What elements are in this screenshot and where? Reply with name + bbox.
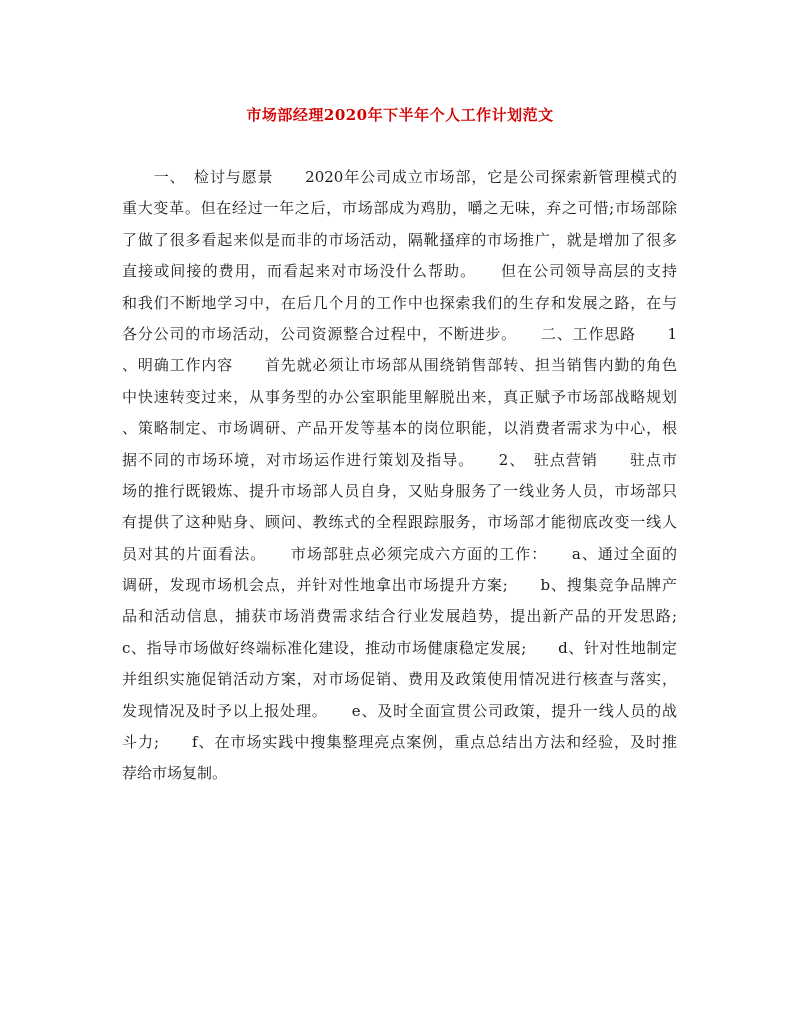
body-line: 发现情况及时予以上报处理。 e、及时全面宣贯公司政策，提升一线人员的战 — [122, 701, 677, 720]
body-line: 各分公司的市场活动，公司资源整合过程中，不断进步。 二、工作思路 1 — [122, 324, 677, 343]
body-line: 员对其的片面看法。 市场部驻点必须完成六方面的工作： a、通过全面的 — [122, 544, 677, 563]
body-line: 并组织实施促销活动方案，对市场促销、费用及政策使用情况进行核查与落实， — [122, 670, 677, 689]
body-line: 调研，发现市场机会点，并针对性地拿出市场提升方案; b、搜集竞争品牌产 — [122, 576, 677, 595]
body-line: 了做了很多看起来似是而非的市场活动，隔靴搔痒的市场推广，就是增加了很多 — [122, 230, 677, 249]
body-line: 据不同的市场环境，对市场运作进行策划及指导。 2、 驻点营销 驻点市 — [122, 450, 677, 469]
body-line: 直接或间接的费用，而看起来对市场没什么帮助。 但在公司领导高层的支持 — [122, 262, 677, 281]
body-line: 有提供了这种贴身、顾问、教练式的全程跟踪服务，市场部才能彻底改变一线人 — [122, 513, 677, 532]
body-line: 和我们不断地学习中，在后几个月的工作中也探索我们的生存和发展之路，在与 — [122, 293, 677, 312]
body-line: 、策略制定、市场调研、产品开发等基本的岗位职能，以消费者需求为中心，根 — [122, 419, 677, 438]
document-title: 市场部经理2020年下半年个人工作计划范文 — [246, 106, 554, 124]
body-line: 、明确工作内容 首先就必须让市场部从围绕销售部转、担当销售内勤的角色 — [122, 356, 677, 375]
body-line: 荐给市场复制。 — [122, 764, 228, 783]
body-line: 一、 检讨与愿景 2020年公司成立市场部，它是公司探索新管理模式的 — [122, 168, 677, 186]
body-line: 品和活动信息，捕获市场消费需求结合行业发展趋势，提出新产品的开发思路; — [122, 607, 677, 626]
document-body — [122, 162, 677, 790]
body-line: 重大变革。但在经过一年之后，市场部成为鸡肋，嚼之无味，弃之可惜;市场部除 — [122, 199, 677, 218]
body-line: 场的推行既锻炼、提升市场部人员自身，又贴身服务了一线业务人员，市场部只 — [122, 481, 677, 500]
body-line: 中快速转变过来，从事务型的办公室职能里解脱出来，真正赋予市场部战略规划 — [122, 387, 677, 406]
body-line: 斗力; f、在市场实践中搜集整理亮点案例，重点总结出方法和经验，及时推 — [122, 733, 677, 752]
body-line: c、指导市场做好终端标准化建设，推动市场健康稳定发展; d、针对性地制定 — [122, 638, 677, 657]
